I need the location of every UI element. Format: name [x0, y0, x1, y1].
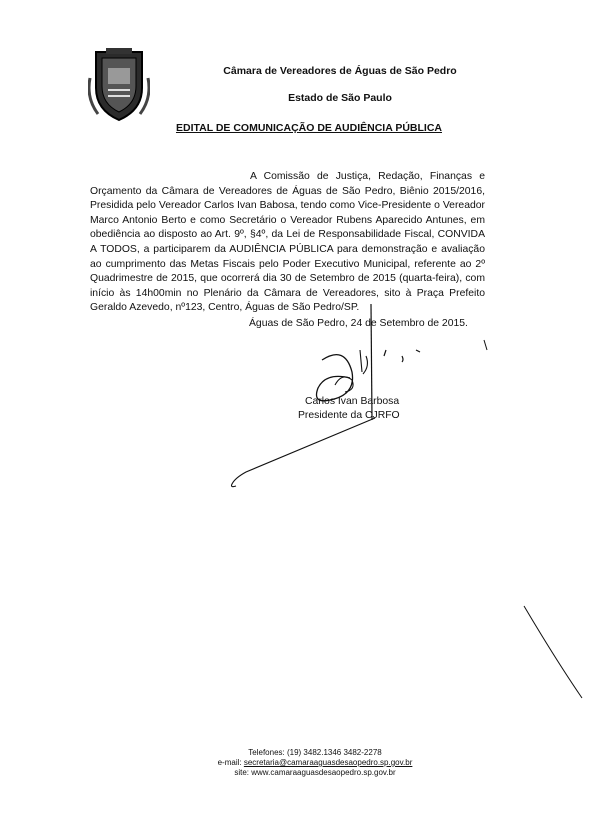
footer-phone — [0, 748, 600, 758]
body-text: A Comissão de Justiça, Redação, Finanças e Orçamento da Câmara de Vereadores de Águas de São Pedro, Biênio 2015/2016, Presidida pelo Vereador Carlos Ivan Babosa, tendo como Vice-Presidente o Vereador Marco Antonio Berto e como Secretário o Vereador Rubens Aparecido Antunes, em obediência ao disposto ao Art. 9º, §4º, da Lei de Responsabilidade Fiscal, CONVIDA A TODOS, a participarem da AUDIÊNCIA PÚBLICA para demonstração e avaliação ao cumprimento das Metas Fiscais pelo Poder Executivo Municipal, referente ao 2º Quadrimestre de 2015, que ocorrerá dia 30 de Setembro de 2015 (quarta-feira), com início às 14h00min no Plenário da Câmara de Vereadores, sito à Praça Prefeito Geraldo Azevedo, nº123, Centro, Águas de São Pedro/SP. — [90, 171, 485, 314]
phone-label: Telefones: — [248, 748, 285, 757]
site-label: site: — [234, 768, 250, 777]
institution-name: Câmara de Vereadores de Águas de São Pedro — [223, 65, 457, 77]
signer-name: Carlos Ivan Barbosa — [305, 396, 400, 407]
state-name: Estado de São Paulo — [288, 92, 392, 104]
document-title: EDITAL DE COMUNICAÇÃO DE AUDIÊNCIA PÚBLICA — [175, 122, 442, 134]
email-label: e-mail: — [217, 758, 242, 767]
body-paragraph — [90, 170, 485, 316]
footer-email — [0, 758, 600, 768]
coat-of-arms-icon — [88, 48, 150, 124]
phone-value: (19) 3482.1346 3482-2278 — [286, 748, 382, 757]
signer-role: Presidente da CJRFO — [298, 410, 400, 421]
email-link[interactable]: secretaria@camaraaguasdesaopedro.sp.gov.br — [243, 758, 413, 767]
footer-site — [0, 768, 600, 778]
site-link[interactable]: www.camaraaguasdesaopedro.sp.gov.br — [251, 768, 396, 777]
dateline: Águas de São Pedro, 24 de Setembro de 2015. — [249, 318, 468, 329]
